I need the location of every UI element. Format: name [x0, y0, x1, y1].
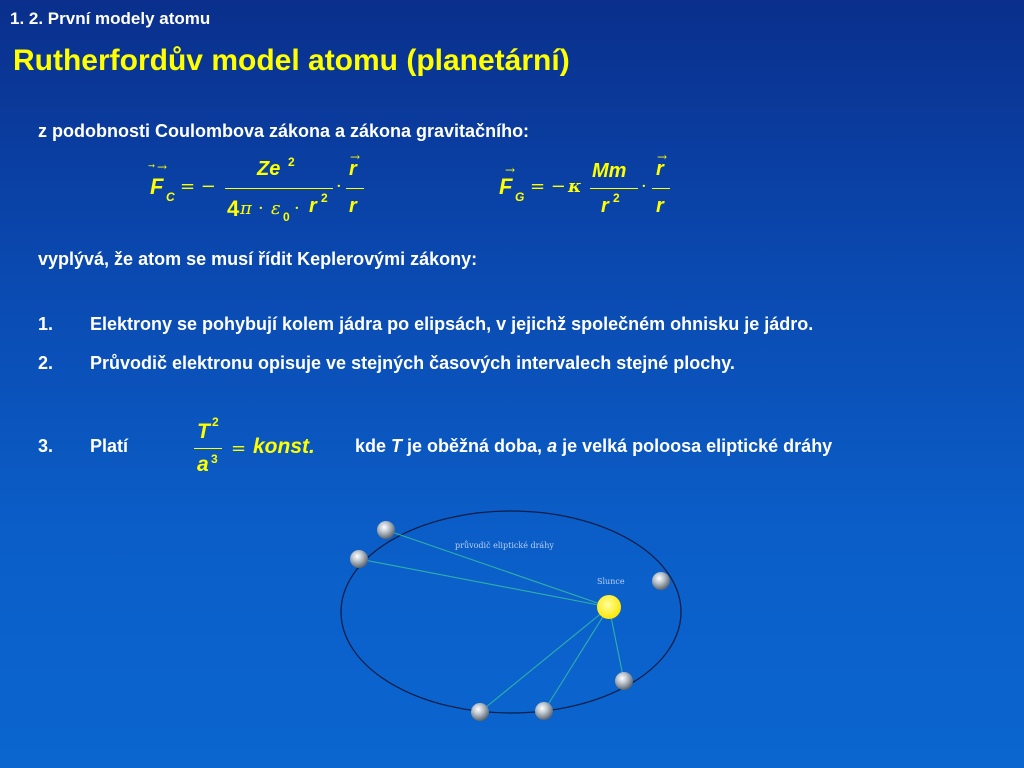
constant: konst. [253, 435, 315, 458]
note-end: je velká poloosa eliptické dráhy [557, 436, 833, 456]
dot-operator: · [294, 198, 300, 219]
epsilon-subscript: 0 [283, 210, 290, 224]
law-number: 2. [38, 353, 54, 373]
law3-explanation [355, 436, 832, 457]
vector-r: r [656, 158, 664, 180]
scalar-r: r [349, 195, 357, 217]
radius-vectors [359, 530, 624, 712]
page-title: Rutherfordův model atomu (planetární) [13, 44, 570, 77]
fraction-line [652, 188, 670, 189]
semi-axis-symbol: a [197, 453, 209, 476]
note-kde: kde [355, 436, 392, 456]
kappa-symbol: κ [568, 176, 582, 197]
intro-text: z podobnosti Coulombova zákona a zákona gravitačního: [38, 121, 530, 141]
sun-label: Slunce [597, 577, 625, 586]
radius-exponent: 2 [321, 191, 328, 205]
planet-icon [471, 703, 489, 721]
planet-icon [615, 672, 633, 690]
force-subscript: G [515, 190, 525, 204]
fraction-line [346, 188, 364, 189]
force-symbol: F [499, 174, 513, 199]
fraction-line [590, 188, 638, 189]
numerator: Mm [592, 160, 627, 182]
pi-symbol: π [240, 198, 252, 219]
vector-arrow-icon: → [505, 163, 516, 177]
vector-r: r [349, 158, 357, 180]
epsilon-symbol: ε [271, 198, 281, 219]
planet-icon [535, 702, 553, 720]
vector-arrow-icon: → [350, 150, 361, 164]
dot-operator: · [336, 176, 342, 197]
planet-icon [377, 521, 395, 539]
force-symbol: F [150, 174, 164, 199]
period-symbol: T [197, 420, 210, 443]
equals-minus: = − [530, 176, 566, 197]
note-mid: je oběžná doba, [402, 436, 548, 456]
numerator: Ze [257, 158, 281, 180]
law-text: Elektrony se pohybují kolem jádra po elipsách, v jejichž společném ohnisku je jádro. [90, 314, 814, 334]
law-number: 3. [38, 436, 54, 456]
radius-vector [359, 559, 609, 607]
radius-vector [480, 607, 609, 712]
fraction-line [225, 188, 333, 189]
denominator-four: 4 [227, 196, 240, 221]
note-semi-axis: a [547, 436, 558, 456]
radius-symbol: r [309, 195, 317, 217]
planet-icon [652, 572, 670, 590]
force-subscript: C [166, 190, 175, 204]
dot-operator: · [258, 198, 264, 219]
note-period: T [391, 436, 403, 456]
sun-icon [597, 595, 621, 619]
vector-arrow-icon: → [657, 150, 668, 164]
equals-minus: = − [180, 176, 216, 197]
vector-arrow-icon: → [157, 160, 168, 174]
equals-sign: = [231, 438, 247, 459]
law-text: Průvodič elektronu opisuje ve stejných časových intervalech stejné plochy. [90, 353, 735, 373]
radius-label: průvodič eliptické dráhy [455, 541, 554, 550]
radius-exponent: 2 [613, 191, 620, 205]
radius-vector [544, 607, 609, 711]
period-exponent: 2 [212, 415, 219, 429]
radius-symbol: r [601, 195, 609, 217]
dot-operator: · [641, 176, 647, 197]
orbit-diagram [330, 495, 690, 735]
planet-icon [350, 550, 368, 568]
scalar-r: r [656, 195, 664, 217]
numerator-exponent: 2 [288, 155, 295, 169]
fraction-line [194, 448, 222, 449]
conclusion-text: vyplývá, že atom se musí řídit Keplerovými zákony: [38, 249, 478, 269]
semi-axis-exponent: 3 [211, 452, 218, 466]
law-text: Platí [90, 436, 129, 456]
section-heading: 1. 2. První modely atomu [10, 9, 211, 28]
law-number: 1. [38, 314, 54, 334]
